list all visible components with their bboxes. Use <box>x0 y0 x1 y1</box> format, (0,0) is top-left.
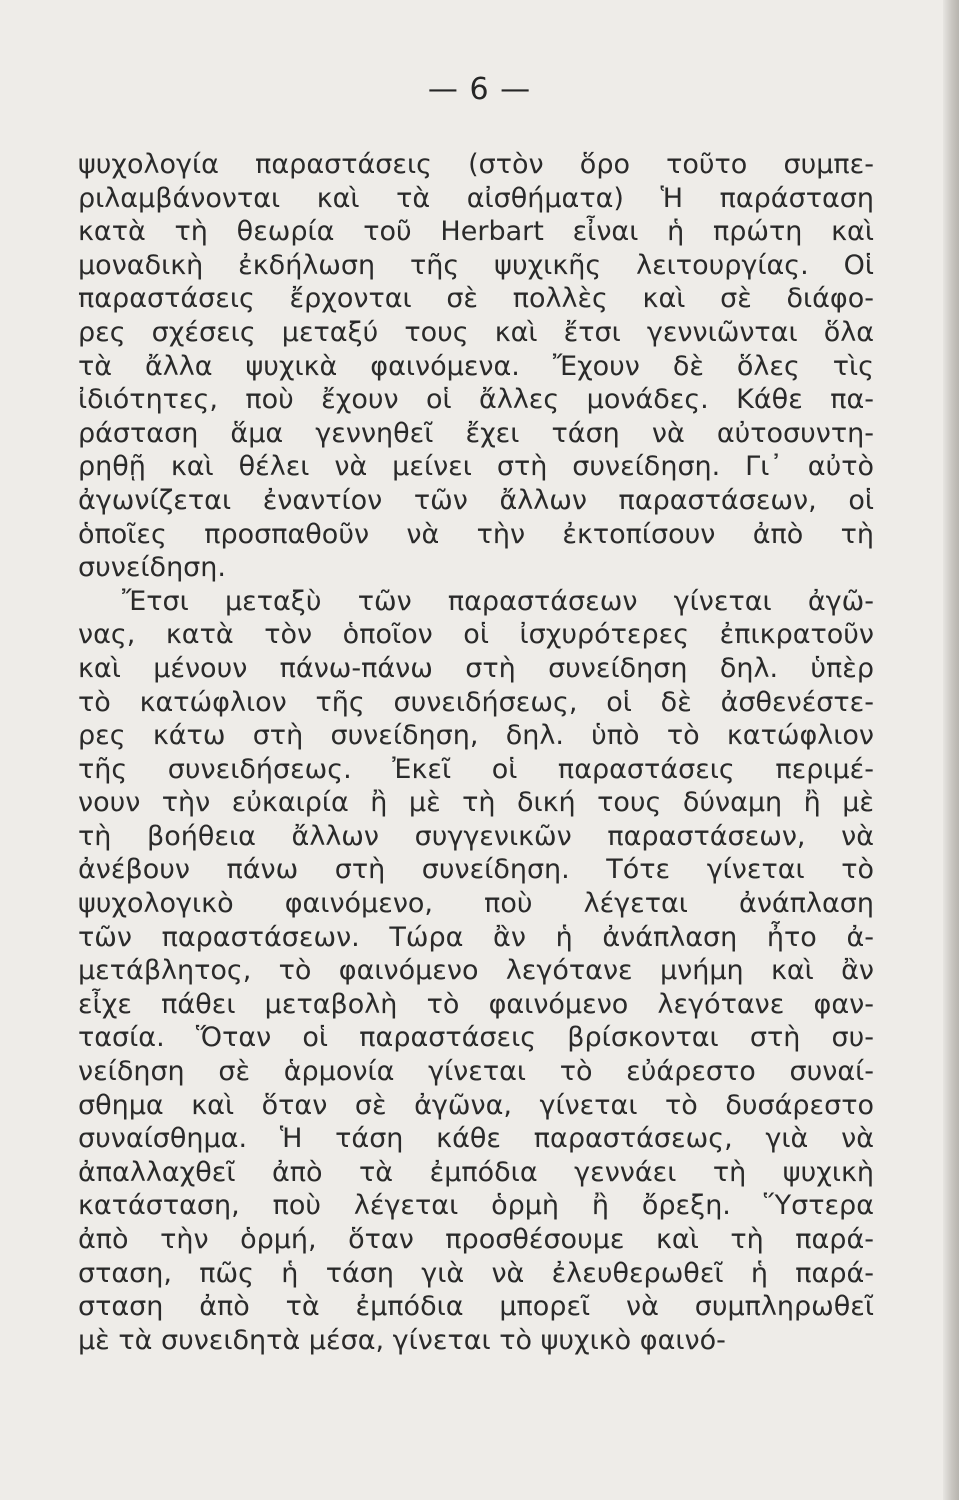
text-line: νουν τὴν εὐκαιρία ἢ μὲ τὴ δική τους δύναμη ἢ μὲ <box>78 787 874 819</box>
text-line: σταση ἀπὸ τὰ ἐμπόδια μπορεῖ νὰ συμπληρωθεῖ <box>78 1291 874 1323</box>
text-line: κατάσταση, ποὺ λέγεται ὁρμὴ ἢ ὄρεξη. Ὕστερα <box>78 1190 874 1222</box>
text-line: ὁποῖες προσπαθοῦν νὰ τὴν ἐκτοπίσουν ἀπὸ τὴ <box>78 518 874 550</box>
text-line: σταση, πῶς ἡ τάση γιὰ νὰ ἐλευθερωθεῖ ἡ παρά- <box>78 1257 874 1289</box>
text-line: παραστάσεις ἔρχονται σὲ πολλὲς καὶ σὲ διάφο- <box>78 283 874 315</box>
text-line: νείδηση σὲ ἁρμονία γίνεται τὸ εὐάρεστο συναί- <box>78 1056 874 1088</box>
text-line: ρες σχέσεις μεταξύ τους καὶ ἔτσι γεννιῶνται ὅλα <box>78 316 874 348</box>
text-line: ψυχολογικὸ φαινόμενο, ποὺ λέγεται ἀνάπλαση <box>78 888 874 920</box>
text-line: μοναδικὴ ἐκδήλωση τῆς ψυχικῆς λειτουργίας. Οἱ <box>78 249 874 281</box>
text-line: ρηθῇ καὶ θέλει νὰ μείνει στὴ συνείδηση. Γι᾽ αὐτὸ <box>78 451 874 483</box>
text-line: ἀνέβουν πάνω στὴ συνείδηση. Τότε γίνεται τὸ <box>78 854 874 886</box>
body-text <box>78 148 874 1357</box>
text-line: τῶν παραστάσεων. Τώρα ἂν ἡ ἀνάπλαση ἦτο ἀ- <box>78 921 874 953</box>
text-line: συνείδηση. <box>78 552 226 584</box>
text-line: ἀπὸ τὴν ὁρμή, ὅταν προσθέσουμε καὶ τὴ παρά- <box>78 1224 874 1255</box>
text-line: ἀπαλλαχθεῖ ἀπὸ τὰ ἐμπόδια γεννάει τὴ ψυχικὴ <box>78 1156 874 1188</box>
text-line: ράσταση ἅμα γεννηθεῖ ἔχει τάση νὰ αὐτοσυντη- <box>78 417 874 449</box>
page-number: — 6 — <box>427 72 532 107</box>
text-line: ἰδιότητες, ποὺ ἔχουν οἱ ἄλλες μονάδες. Κάθε πα- <box>78 384 874 416</box>
text-line: τασία. Ὅταν οἱ παραστάσεις βρίσκονται στὴ συ- <box>78 1022 874 1054</box>
text-line: τὰ ἄλλα ψυχικὰ φαινόμενα. Ἔχουν δὲ ὅλες τὶς <box>78 350 874 382</box>
text-line: μὲ τὰ συνειδητὰ μέσα, γίνεται τὸ ψυχικὸ φαινό- <box>78 1324 726 1356</box>
text-line: κατὰ τὴ θεωρία τοῦ Herbart εἶναι ἡ πρώτη καὶ <box>78 216 874 248</box>
text-line: ψυχολογία παραστάσεις (στὸν ὅρο τοῦτο συμπε- <box>78 149 874 180</box>
text-line: σθημα καὶ ὅταν σὲ ἀγῶνα, γίνεται τὸ δυσάρεστο <box>78 1089 874 1121</box>
page-edge-shadow <box>943 0 959 1500</box>
text-line: εἶχε πάθει μεταβολὴ τὸ φαινόμενο λεγότανε φαν- <box>78 988 874 1020</box>
text-line: μετάβλητος, τὸ φαινόμενο λεγότανε μνήμη καὶ ἂν <box>78 955 874 987</box>
text-line: τὸ κατώφλιον τῆς συνειδήσεως, οἱ δὲ ἀσθενέστε- <box>78 686 874 718</box>
text-line: νας, κατὰ τὸν ὁποῖον οἱ ἰσχυρότερες ἐπικρατοῦν <box>78 619 874 651</box>
text-line: ρες κάτω στὴ συνείδηση, δηλ. ὑπὸ τὸ κατώφλιον <box>78 720 874 752</box>
text-line: Ἔτσι μεταξὺ τῶν παραστάσεων γίνεται ἀγῶ- <box>122 585 874 617</box>
text-line: τὴ βοήθεια ἄλλων συγγενικῶν παραστάσεων, νὰ <box>78 820 874 852</box>
text-line: καὶ μένουν πάνω-πάνω στὴ συνείδηση δηλ. ὑπὲρ <box>78 652 874 684</box>
text-line: ἀγωνίζεται ἐναντίον τῶν ἄλλων παραστάσεων, οἱ <box>78 484 874 516</box>
text-line: συναίσθημα. Ἡ τάση κάθε παραστάσεως, γιὰ νὰ <box>78 1123 874 1155</box>
text-line: τῆς συνειδήσεως. Ἐκεῖ οἱ παραστάσεις περιμέ- <box>78 753 874 785</box>
text-line: ριλαμβάνονται καὶ τὰ αἰσθήματα) Ἡ παράσταση <box>78 182 874 214</box>
